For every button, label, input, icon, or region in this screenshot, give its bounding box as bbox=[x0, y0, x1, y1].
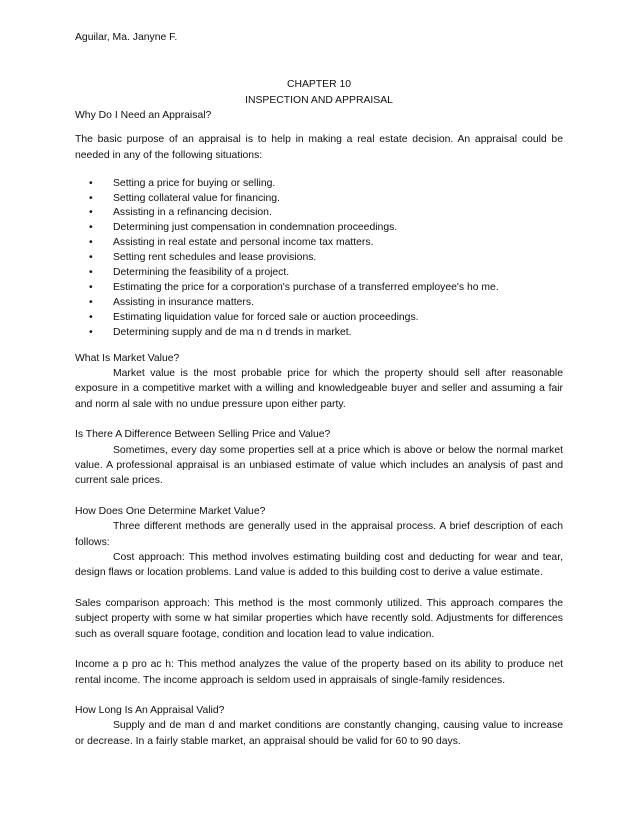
bullet-icon: • bbox=[89, 192, 93, 204]
heading-market-value: What Is Market Value? bbox=[75, 352, 180, 364]
list-item: • Determining the feasibility of a project. bbox=[113, 266, 563, 281]
heading-why-appraisal: Why Do I Need an Appraisal? bbox=[75, 110, 212, 122]
heading-appraisal-validity: How Long Is An Appraisal Valid? bbox=[75, 704, 225, 716]
paragraph-price-vs-value: Sometimes, every day some properties sell at a price which is above or below the normal market value. A professional appraisal is an unbiased estimate of value which includes an analysis of past and current sale prices. bbox=[75, 444, 563, 487]
bullet-icon: • bbox=[89, 222, 93, 234]
heading-price-vs-value: Is There A Difference Between Selling Price and Value? bbox=[75, 429, 331, 441]
chapter-title: INSPECTION AND APPRAISAL bbox=[245, 94, 393, 106]
list-item: • Determining supply and de ma n d trends in market. bbox=[113, 326, 563, 341]
list-item: • Setting a price for buying or selling. bbox=[113, 177, 563, 192]
list-item: • Setting rent schedules and lease provisions. bbox=[113, 251, 563, 266]
paragraph-cost-approach: Cost approach: This method involves estimating building cost and deducting for wear and tear, design flaws or location problems. Land value is added to this building cost to derive a value estimate. bbox=[75, 552, 563, 579]
bullet-icon: • bbox=[89, 177, 93, 189]
paragraph-determine-value: Three different methods are generally used in the appraisal process. A brief description of each follows: bbox=[75, 521, 563, 548]
author-name: Aguilar, Ma. Janyne F. bbox=[75, 32, 178, 43]
bullet-icon: • bbox=[89, 326, 93, 338]
list-item: • Estimating the price for a corporation's purchase of a transferred employee's ho me. bbox=[113, 281, 563, 296]
document-content bbox=[75, 30, 563, 749]
list-item: • Assisting in a refinancing decision. bbox=[113, 206, 563, 221]
bullet-icon: • bbox=[89, 311, 93, 323]
bullet-icon: • bbox=[89, 281, 93, 293]
paragraph-sales-comparison: Sales comparison approach: This method is the most commonly utilized. This approach compares the subject property with some w hat similar properties which have recently sold. Adjustments for differences such as overall square footage, condition and location lead to value indication. bbox=[75, 597, 563, 640]
list-item: • Determining just compensation in condemnation proceedings. bbox=[113, 221, 563, 236]
bullet-icon: • bbox=[89, 207, 93, 219]
paragraph-why-appraisal: The basic purpose of an appraisal is to help in making a real estate decision. An appraisal could be needed in any of the following situations: bbox=[75, 133, 563, 162]
heading-determine-value: How Does One Determine Market Value? bbox=[75, 505, 266, 517]
bullet-icon: • bbox=[89, 237, 93, 249]
paragraph-income-approach: Income a p pro ac h: This method analyzes the value of the property based on its ability to produce net rental income. The income approach is seldom used in appraisals of single-family residences. bbox=[75, 659, 563, 686]
chapter-number: CHAPTER 10 bbox=[286, 79, 352, 91]
list-item: • Assisting in real estate and personal income tax matters. bbox=[113, 236, 563, 251]
bullet-icon: • bbox=[89, 252, 93, 264]
situations-list bbox=[75, 177, 563, 341]
list-item: • Setting collateral value for financing. bbox=[113, 192, 563, 207]
list-item: • Assisting in insurance matters. bbox=[113, 296, 563, 311]
bullet-icon: • bbox=[89, 296, 93, 308]
bullet-icon: • bbox=[89, 267, 93, 279]
list-item: • Estimating liquidation value for forced sale or auction proceedings. bbox=[113, 311, 563, 326]
paragraph-appraisal-validity: Supply and de man d and market conditions are constantly changing, causing value to increase or decrease. In a fairly stable market, an appraisal should be valid for 60 to 90 days. bbox=[75, 720, 563, 747]
paragraph-market-value: Market value is the most probable price for which the property should sell after reasonable exposure in a competitive market with a willing and knowledgeable buyer and seller and assuming a fair and norm al sale with no undue pressure upon either party. bbox=[75, 368, 563, 410]
